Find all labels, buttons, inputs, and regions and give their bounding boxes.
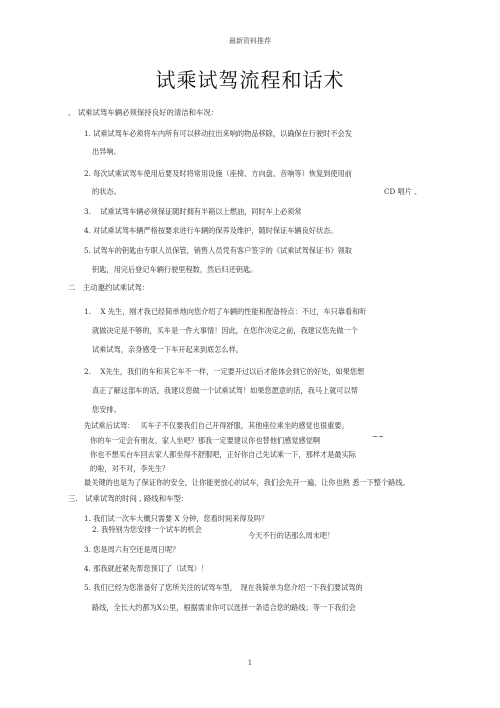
section-1-line: 1. 试乘试驾车必须将车内所有可以移动拉出来响的物品移除，以确保在行驶时不会发 xyxy=(84,129,352,138)
section-3-line: 今天不行的话那么周末吧！ xyxy=(248,531,335,540)
document-title: 试乘试驾流程和话术 xyxy=(155,68,345,92)
section-2-line: 的啦，对不对，李先生？ xyxy=(90,464,170,473)
page-header: 最新资料推荐 xyxy=(229,37,271,45)
section-1-line: 钥匙，用完后登记车辆行驶里程数，然后归还钥匙。 xyxy=(92,265,258,274)
section-2-line: 1. X 先生，刚才我已经简单地向您介绍了车辆的性能和配备特点：不过，车只靠看和听 xyxy=(84,307,367,316)
section-2-line: 就做决定是不够的，买车是一件大事情！因此，在您作决定之前，我建议您先做一个 xyxy=(92,326,358,335)
section-2-line: 你也不想买台车回去家人都坐得不舒服吧，正好你自己先试乘一下，那样才是最实际 xyxy=(90,450,356,459)
section-1-line: 3. 试乘试驾车辆必须保证随时拥有半箱以上燃油，同时车上必须常 xyxy=(84,207,302,216)
section-2-line: 试乘试驾，亲身感受一下车开起来到底怎么样。 xyxy=(92,345,243,354)
page-number: 1 xyxy=(247,659,253,667)
section-3-line: 路线，全长大约都为X公里，根据需求你可以选择一条适合您的路线；等一下我们会 xyxy=(92,603,356,612)
section-1-line: 2. 每次试乘试驾车使用后要及时将常用设施（座椅、方向盘、音响等）恢复到使用前 xyxy=(84,169,352,178)
section-2-line: 真正了解这部车的话，我建议您做一个试乘试驾！如果您愿意的话，我马上就可以帮 xyxy=(92,386,358,395)
section-1-line: 的状态。 xyxy=(92,187,121,196)
section-2-line: 先试乘后试驾： 买车子不仅要我们自己开得舒服，其他座位乘坐的感觉也很重要。 xyxy=(84,421,349,430)
section-3-heading: 三. 试乘试驾的时间 , 路线和车型： xyxy=(68,494,189,503)
section-2-line: 最关键的也是为了保证你的安全，让你能更放心的试车，我们会先开一遍，让你也熟 悉一下整个路线。 xyxy=(84,478,410,487)
section-1-line: CD 唱片 、 xyxy=(384,187,422,196)
section-3-line: 5. 我们已经为您准备好了您所关注的试驾车型， 现在我简单为您介绍一下我们要试驾的 xyxy=(84,583,363,592)
section-1-line: 出异响。 xyxy=(92,147,121,156)
section-1-line: 5. 试驾车的钥匙由专职人员保管，销售人员凭有客户签字的《试乘试驾保证书》领取 xyxy=(84,246,352,255)
section-1-line: 4. 对试乘试驾车辆严格按要求进行车辆的保养及维护，随时保证车辆良好状态。 xyxy=(84,226,338,235)
section-2-line: 2. X先生，我们的车和其它车不一样，一定要开过以后才能体会到它的好处，如果您想 xyxy=(84,367,365,376)
section-2-line: 你的车一定会有朋友、家人坐吧？那我一定要建议你也替他们感觉感觉啊 xyxy=(90,436,321,445)
section-1-heading: 、 试乘试驾车辆必须保持良好的清洁和车况： xyxy=(68,108,219,117)
section-3-line: 2. 我特别为您安排一个试车的机会 xyxy=(92,525,202,534)
section-2-heading: 二 主动邀约试乘试驾： xyxy=(68,283,150,292)
section-2-line: ~~ xyxy=(372,432,385,441)
section-3-line: 3. 您是周六有空还是周日呢？ xyxy=(84,545,180,554)
section-3-line: 4. 那我就赶紧先帮您预订了（试驾）！ xyxy=(84,564,209,573)
section-2-line: 您安排。 xyxy=(92,405,121,414)
section-3-line: 1. 我们试一次车大概只需要 X 分钟，您看时间来得及吗？ xyxy=(84,514,269,523)
